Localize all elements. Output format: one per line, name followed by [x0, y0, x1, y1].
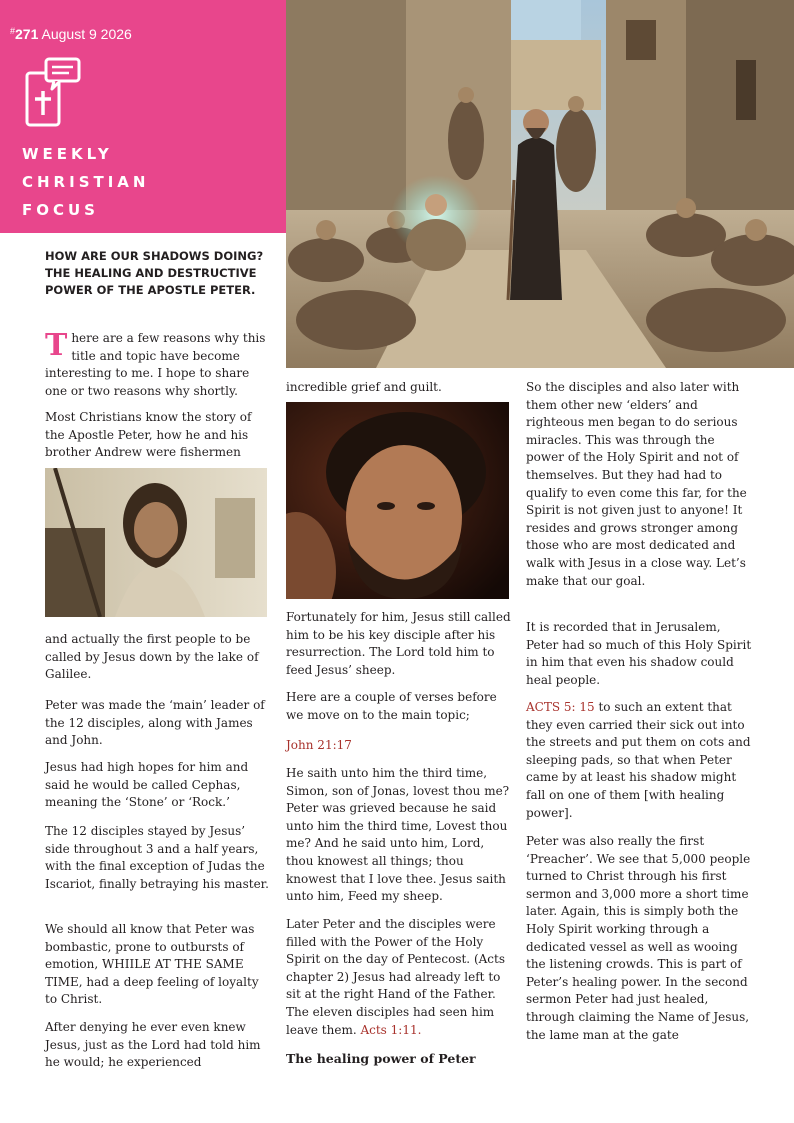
photo-peter-fisherman [45, 468, 267, 617]
brand-word-3: FOCUS [22, 201, 99, 219]
scripture-reference-acts5: ACTS 5: 15 [526, 700, 595, 714]
masthead [0, 0, 286, 233]
paragraph-denying: After denying he ever even knew Jesus, just as the Lord had told him he would; he experienced [45, 1020, 261, 1070]
paragraph-recorded: It is recorded that in Jerusalem, Peter had so much of this Holy Spirit in him that even his shadow could heal people. [526, 620, 752, 687]
paragraph-most-christians: Most Christians know the story of the Apostle Peter, how he and his brother Andrew were fishermen [45, 410, 252, 460]
paragraph-acts5-text: to such an extent that they even carried their sick out into the streets and put them on cots and sleeping pads, so that when Peter came by at least his shadow might fall on one of them [with healing power]. [526, 700, 751, 820]
scripture-reference-acts1: Acts 1:11. [360, 1022, 422, 1037]
issue-number: 271 [15, 26, 39, 42]
issue-line [10, 26, 132, 42]
issue-date: August 9 2026 [41, 26, 132, 42]
paragraph-main-leader: Peter was made the ‘main’ leader of the 12 disciples, along with James and John. [45, 698, 265, 748]
paragraph-later [286, 916, 514, 1039]
article-headline: HOW ARE OUR SHADOWS DOING? THE HEALING AND DESTRUCTIVE POWER OF THE APOSTLE PETER. [45, 249, 264, 297]
scripture-quote: He saith unto him the third time, Simon, son of Jonas, lovest thou me? Peter was grieved because he said unto him the third time, Lovest thou me? And he said unto him, Lord, thou knowest all things; thou knowest that I love thee. Jesus saith unto him, Feed my sheep. [286, 766, 510, 904]
issue-hash: # [10, 26, 16, 36]
paragraph-twelve-disciples: The 12 disciples stayed by Jesus’ side throughout 3 and a half years, with the final exception of Judas the Iscariot, finally betraying his master. [45, 824, 269, 891]
paragraph-first-people: and actually the first people to be called by Jesus down by the lake of Galilee. [45, 632, 259, 682]
paragraph-high-hopes: Jesus had high hopes for him and said he would be called Cephas, meaning the ‘Stone’ or ‘Rock.’ [45, 760, 249, 810]
paragraph-grief: incredible grief and guilt. [286, 380, 442, 394]
brand-name [22, 140, 149, 224]
intro-text: here are a few reasons why this title and topic have become interesting to me. I hope to share one or two reasons why shortly. [45, 331, 266, 398]
paragraph-verses-intro: Here are a couple of verses before we move on to the main topic; [286, 690, 497, 722]
paragraph-bombastic: We should all know that Peter was bombastic, prone to outbursts of emotion, WHIILE AT THE SAME TIME, had a deep feeling of loyalty to Christ. [45, 922, 259, 1007]
hero-photo-street-scene [286, 0, 794, 368]
drop-cap: T [45, 328, 68, 363]
photo-peter-closeup [286, 402, 509, 599]
paragraph-acts5 [526, 699, 754, 822]
section-subheading: The healing power of Peter [286, 1051, 476, 1066]
intro-paragraph [45, 330, 273, 400]
logo-chat-cross-icon [24, 57, 82, 129]
brand-word-2: CHRISTIAN [22, 173, 150, 191]
brand-word-1: WEEKLY [22, 145, 113, 163]
paragraph-later-text: Later Peter and the disciples were filled with the Power of the Holy Spirit on the day of Pentecost. (Acts chapter 2) Jesus had already left to sit at the right Hand of the Father. The eleven disciples had seen him leave them. [286, 917, 505, 1037]
paragraph-so-the-disciples: So the disciples and also later with them other new ‘elders’ and righteous men began to do serious miracles. This was through the power of the Holy Spirit and not of themselves. But they had had to qualify to even come this far, for the Spirit is not given just to anyone! It resides and grows stronger among those who are most dedicated and walk with Jesus in a close way. Let’s make that our goal. [526, 380, 747, 588]
scripture-reference-john: John 21:17 [286, 738, 352, 752]
paragraph-preacher: Peter was also really the first ‘Preacher’. We see that 5,000 people turned to Christ through his first sermon and 3,000 more a short time later. Again, this is simply both the Holy Spirit working through a dedicated vessel as well as wooing the listening crowds. This is part of Peter’s healing power. In the second sermon Peter had just healed, through claiming the Name of Jesus, the lame man at the gate [526, 834, 751, 1042]
paragraph-fortunately: Fortunately for him, Jesus still called him to be his key disciple after his resurrection. The Lord told him to feed Jesus’ sheep. [286, 610, 511, 677]
